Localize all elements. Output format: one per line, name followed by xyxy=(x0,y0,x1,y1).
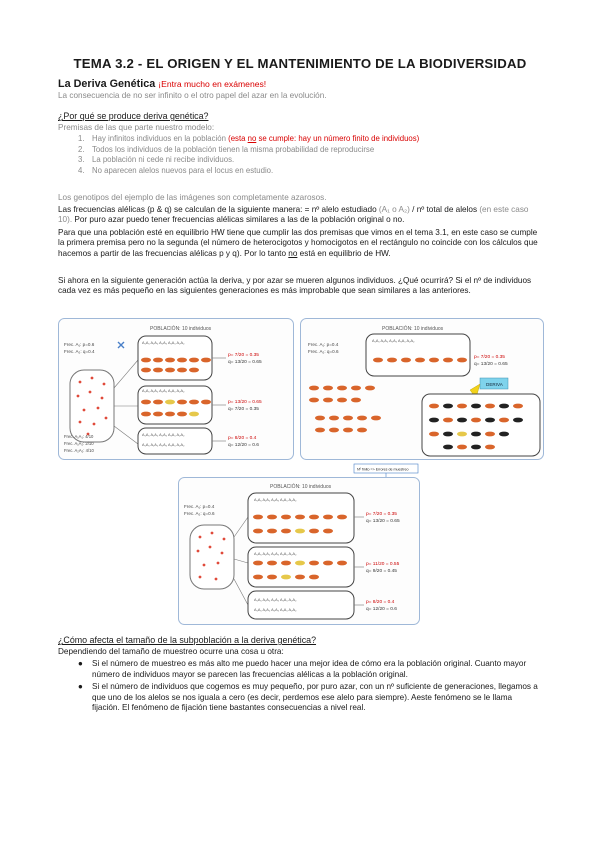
hw-text-1: Para que una población esté en equilibrio HW tiene que cumplir las dos premisas que vimos en el tema 3.1, en este caso se cumple la primera premisa pero no la segunda (el número de heterocigotos y homocigotos en el rectángulo no coincide con los cálculos que hacemos a partir de las frecuencias alélicas p y q). Por lo tanto xyxy=(58,228,538,258)
figure-title: POBLACIÓN: 10 individuos xyxy=(382,326,444,332)
freq-label: Frec. A₁: p=0.6 xyxy=(64,342,95,347)
premise-number: 4. xyxy=(78,165,85,175)
freq-label: Frec. A₁: p=0.4 xyxy=(308,342,339,347)
genotype-row: A₁A₁ A₁A₂ A₂A₂ A₁A₁ A₂A₂ xyxy=(142,443,185,447)
figure-title: POBLACIÓN: 10 individuos xyxy=(270,484,332,490)
result-p: p= 13/20 = 0.65 xyxy=(228,400,262,405)
result-p: p= 7/20 = 0.35 xyxy=(366,512,397,517)
hw-paragraph xyxy=(58,228,542,259)
premises-intro: Premisas de las que parte nuestro modelo: xyxy=(58,123,215,132)
page-title: TEMA 3.2 - EL ORIGEN Y EL MANTENIMIENTO DE LA BIODIVERSIDAD xyxy=(73,56,527,71)
why-heading: ¿Por qué se produce deriva genética? xyxy=(58,111,209,121)
result-p: p= 11/20 = 0.55 xyxy=(366,562,400,567)
premise-note-no: no xyxy=(247,134,257,143)
premise-number: 1. xyxy=(78,134,85,143)
premise-number: 3. xyxy=(78,155,85,165)
size-intro: Dependiendo del tamaño de muestreo ocurre una cosa u otra: xyxy=(58,647,284,656)
drift-label: DERIVA xyxy=(486,382,503,387)
premise-text: Todos los individuos de la población tienen la misma probabilidad de reproducirse xyxy=(92,144,375,154)
figure-title: POBLACIÓN: 10 individuos xyxy=(150,326,212,332)
bullet-text: Si el número de muestreo es más alto me puedo hacer una mejor idea de cómo era la población original. Cuanto mayor número de individuos mayor se parecen las frecuencias alélicas a la población original. xyxy=(92,659,527,679)
premise-note-pre: (esta xyxy=(228,134,248,143)
bullet-text: Si el número de individuos que cogemos es muy pequeño, por puro azar, con un nº suficiente de generaciones, llegamos a que uno de los alelos se nos iguala a cero (es decir, perdemos ese alelo para siempre). Aeste fenómeno se le llama fijación. El fenómeno de fijación tiene bastantes consecuencias a nivel real. xyxy=(92,682,538,713)
result-p: p= 8/20 = 0.4 xyxy=(366,600,395,605)
original-population-blob xyxy=(190,525,234,589)
bullet-dot: ● xyxy=(78,682,83,692)
figure-population-1 xyxy=(58,318,294,460)
premise-item xyxy=(78,166,419,177)
section-intro: La consecuencia de no ser infinito o el otro papel del azar en la evolución. xyxy=(58,91,327,100)
premise-text: Hay infinitos individuos en la población xyxy=(92,134,226,143)
premises-list xyxy=(78,134,419,176)
premise-note xyxy=(228,134,419,143)
hw-text-2: está en equilibrio de HW. xyxy=(297,248,391,258)
figure-population-3 xyxy=(178,463,420,625)
finite-badge-text: Nº finito => Errores de muestreo xyxy=(357,467,409,472)
result-q: q= 13/20 = 0.65 xyxy=(366,519,400,524)
original-population-blob xyxy=(70,370,114,442)
genotype-row: A₁A₁ A₁A₂ A₂A₂ A₁A₁ A₂A₂ xyxy=(254,552,297,556)
freq-label: Frec. A₂: q=0.6 xyxy=(308,349,339,354)
result-p: p= 7/20 = 0.35 xyxy=(474,355,505,360)
genotype-row: A₁A₁ A₁A₂ A₂A₂ A₁A₁ A₂A₂ xyxy=(254,598,297,602)
premise-number: 2. xyxy=(78,144,85,154)
premise-item xyxy=(78,145,419,156)
section-heading-text: La Deriva Genética xyxy=(58,78,156,90)
sample-box xyxy=(248,591,354,619)
hw-text-no: no xyxy=(288,248,298,258)
result-p: p= 8/20 = 0.4 xyxy=(228,436,257,441)
premise-item xyxy=(78,134,419,145)
genotype-freq: Frec. A₁A₁: 4/10 xyxy=(64,434,94,439)
result-q: q= 7/20 = 0.35 xyxy=(228,407,259,412)
bullet-item xyxy=(58,659,542,680)
exam-note: ¡Entra mucho en exámenes! xyxy=(158,79,267,89)
freq-text-gray: (A₁ o A₂) xyxy=(378,205,410,214)
bullet-item xyxy=(58,682,542,714)
section-heading xyxy=(58,78,266,90)
genotype-row: A₁A₁ A₁A₂ A₂A₂ A₁A₁ A₂A₂ xyxy=(142,433,185,437)
freq-text-1: Las frecuencias alélicas (p & q) se calculan de la siguiente manera: = nº alelo estudiado xyxy=(58,205,379,214)
sample-box xyxy=(138,428,212,454)
freq-text-2: / nº total de alelos xyxy=(409,205,480,214)
premise-text: No aparecen alelos nuevos para el locus en estudio. xyxy=(92,165,274,175)
genotype-row: A₁A₁ A₁A₂ A₂A₂ A₁A₁ A₂A₂ xyxy=(142,389,185,393)
genotype-row: A₁A₁ A₁A₂ A₂A₂ A₁A₁ A₂A₂ xyxy=(142,341,185,345)
result-q: q= 12/20 = 0.6 xyxy=(228,443,259,448)
freq-text-3: Por puro azar puedo tener frecuencias alélicas similares a las de la población original o no. xyxy=(72,215,405,225)
bullet-dot: ● xyxy=(78,659,83,668)
result-q: q= 13/20 = 0.65 xyxy=(228,360,262,365)
genotype-row: A₁A₁ A₁A₂ A₂A₂ A₁A₁ A₂A₂ xyxy=(254,608,297,612)
size-heading: ¿Cómo afecta el tamaño de la subpoblación a la deriva genética? xyxy=(58,635,317,645)
freq-label: Frec. A₂: q=0.4 xyxy=(64,349,95,354)
premise-text: La población ni cede ni recibe individuos. xyxy=(92,155,235,165)
result-q: q= 9/20 = 0.45 xyxy=(366,569,397,574)
premise-note-post: se cumple: hay un número finito de individuos) xyxy=(256,134,420,143)
result-q: q= 12/20 = 0.6 xyxy=(366,607,397,612)
premise-item xyxy=(78,155,419,166)
genotype-row: A₁A₁ A₁A₂ A₂A₂ A₁A₁ A₂A₂ xyxy=(372,339,415,343)
genotype-row: A₁A₁ A₁A₂ A₂A₂ A₁A₁ A₂A₂ xyxy=(254,498,297,502)
random-note: Los genotipos del ejemplo de las imágenes son completamente azarosos. xyxy=(58,193,327,202)
genotype-freq: Frec. A₁A₂: 2/10 xyxy=(64,441,94,446)
size-bullets xyxy=(58,659,542,714)
genotype-freq: Frec. A₂A₂: 4/10 xyxy=(64,448,94,453)
drift-paragraph: Si ahora en la siguiente generación actúa la deriva, y por azar se mueren algunos individuos. ¿Qué ocurrirá? Si el nº de individuos cada vez es más pequeño en las siguientes generaciones es más improbable que sean similares a las anteriores. xyxy=(58,276,532,296)
freq-text-gray2: (en este caso 10). xyxy=(58,205,529,225)
drift-box xyxy=(422,394,540,456)
freq-label: Frec. A₁: p=0.4 xyxy=(184,504,215,509)
result-p: p= 7/20 = 0.35 xyxy=(228,353,259,358)
frequency-paragraph xyxy=(58,205,542,226)
result-q: q= 13/20 = 0.65 xyxy=(474,362,508,367)
figure-population-2 xyxy=(300,318,544,460)
freq-label: Frec. A₂: q=0.6 xyxy=(184,511,215,516)
